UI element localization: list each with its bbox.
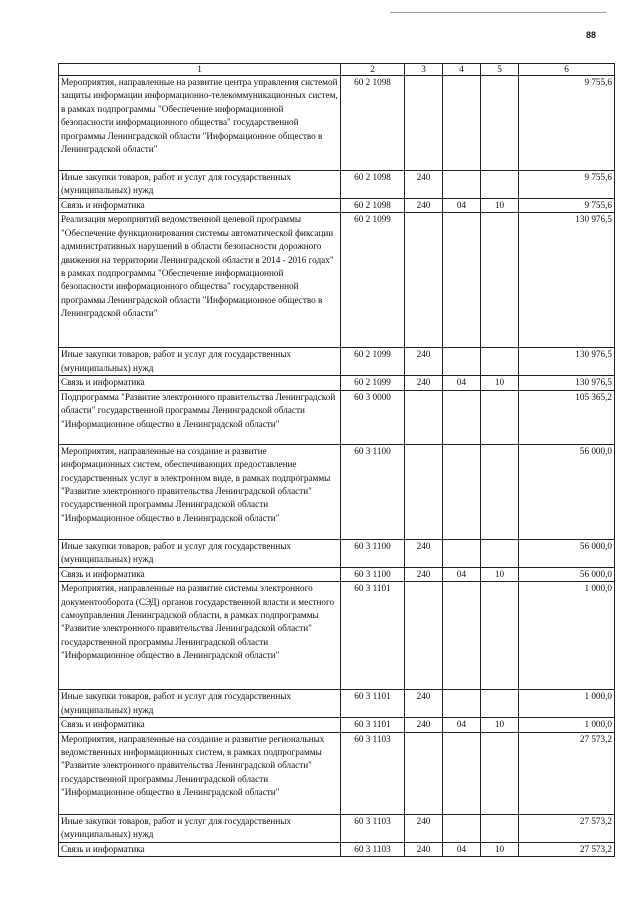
row-code: 60 3 1101 [341,690,405,718]
row-name: Иные закупки товаров, работ и услуг для государственных (муниципальных) нужд [59,690,341,718]
row-subsection [481,539,519,567]
row-expense-type: 240 [405,690,443,718]
row-section: 04 [443,567,481,581]
row-amount: 1 000,0 [519,690,615,718]
row-amount: 9 755,6 [519,199,615,213]
row-subsection [481,732,519,814]
row-amount: 130 976,5 [519,213,615,348]
table-row [59,376,615,390]
row-subsection [481,76,519,171]
header-cell: 2 [341,64,405,76]
row-subsection: 10 [481,199,519,213]
row-code: 60 3 1103 [341,732,405,814]
row-amount: 27 573,2 [519,732,615,814]
row-expense-type [405,390,443,444]
row-expense-type [405,213,443,348]
table-row [59,732,615,814]
row-section [443,539,481,567]
row-code: 60 2 1099 [341,213,405,348]
row-subsection [481,582,519,690]
table-row [59,539,615,567]
row-section: 04 [443,376,481,390]
row-code: 60 2 1099 [341,348,405,376]
row-name: Иные закупки товаров, работ и услуг для государственных (муниципальных) нужд [59,539,341,567]
row-amount: 27 573,2 [519,842,615,856]
row-section [443,690,481,718]
row-name: Мероприятия, направленные на создание и развитие региональных ведомственных информационных систем, в рамках подпрограммы "Развитие электронного правительства Ленинградской области" государственной программы Ленинградской области "Информационное общество в Ленинградской области" [59,732,341,814]
row-expense-type [405,732,443,814]
row-amount: 1 000,0 [519,582,615,690]
row-section [443,814,481,842]
row-name: Связь и информатика [59,199,341,213]
row-expense-type [405,76,443,171]
row-section [443,390,481,444]
row-section [443,213,481,348]
row-subsection [481,213,519,348]
row-name: Иные закупки товаров, работ и услуг для государственных (муниципальных) нужд [59,171,341,199]
budget-table [58,63,615,857]
row-code: 60 2 1098 [341,199,405,213]
table-row [59,718,615,732]
row-name: Связь и информатика [59,376,341,390]
row-amount: 130 976,5 [519,376,615,390]
table-row [59,213,615,348]
row-name: Иные закупки товаров, работ и услуг для государственных (муниципальных) нужд [59,348,341,376]
table-row [59,842,615,856]
row-code: 60 3 1103 [341,814,405,842]
row-code: 60 3 1103 [341,842,405,856]
table-row [59,76,615,171]
row-section [443,444,481,539]
row-expense-type: 240 [405,842,443,856]
row-subsection [481,171,519,199]
row-code: 60 2 1098 [341,76,405,171]
row-name: Мероприятия, направленные на создание и развитие информационных систем, обеспечивающих предоставление государственных услуг в электронном виде, в рамках подпрограммы "Развитие электронного правительства Ленинградской области" государственной программы Ленинградской области "Информационное общество в Ленинградской области" [59,444,341,539]
row-amount: 9 755,6 [519,76,615,171]
row-expense-type: 240 [405,718,443,732]
row-code: 60 3 0000 [341,390,405,444]
table-row [59,690,615,718]
row-expense-type: 240 [405,567,443,581]
header-cell: 3 [405,64,443,76]
header-row [59,64,615,76]
table-row [59,348,615,376]
row-expense-type: 240 [405,814,443,842]
top-rule [390,12,606,13]
row-expense-type: 240 [405,171,443,199]
header-cell: 6 [519,64,615,76]
table-row [59,582,615,690]
row-expense-type: 240 [405,199,443,213]
row-subsection: 10 [481,718,519,732]
row-amount: 105 365,2 [519,390,615,444]
row-name: Связь и информатика [59,567,341,581]
row-amount: 56 000,0 [519,444,615,539]
row-amount: 27 573,2 [519,814,615,842]
row-expense-type [405,582,443,690]
row-subsection [481,348,519,376]
row-amount: 56 000,0 [519,539,615,567]
row-section: 04 [443,199,481,213]
row-section [443,348,481,376]
row-expense-type [405,444,443,539]
row-expense-type: 240 [405,348,443,376]
row-section [443,732,481,814]
page-number: 88 [586,30,597,40]
header-cell: 4 [443,64,481,76]
row-subsection [481,814,519,842]
row-expense-type: 240 [405,376,443,390]
table-row [59,444,615,539]
row-name: Связь и информатика [59,718,341,732]
row-code: 60 3 1100 [341,539,405,567]
row-name: Мероприятия, направленные на развитие системы электронного документооборота (СЭД) органов государственной власти и местного самоуправления Ленинградской области, в рамках подпрограммы "Развитие электронного правительства Ленинградской области" государственной программы Ленинградской области "Информационное общество в Ленинградской области" [59,582,341,690]
row-name: Реализация мероприятий ведомственной целевой программы "Обеспечение функционирования системы автоматической фиксации административных нарушений в области безопасности дорожного движения на территории Ленинградской области в 2014 - 2016 годах" в рамках подпрограммы "Обеспечение информационной безопасности информационного общества" государственной программы Ленинградской области "Информационное общество в Ленинградской области" [59,213,341,348]
row-section [443,171,481,199]
row-code: 60 3 1100 [341,444,405,539]
row-name: Связь и информатика [59,842,341,856]
row-section: 04 [443,718,481,732]
row-name: Иные закупки товаров, работ и услуг для государственных (муниципальных) нужд [59,814,341,842]
row-section [443,76,481,171]
table-row [59,199,615,213]
row-section: 04 [443,842,481,856]
row-subsection [481,390,519,444]
row-code: 60 2 1098 [341,171,405,199]
header-cell: 1 [59,64,341,76]
table-row [59,814,615,842]
row-subsection: 10 [481,376,519,390]
row-subsection: 10 [481,567,519,581]
row-amount: 9 755,6 [519,171,615,199]
row-expense-type: 240 [405,539,443,567]
table-row [59,567,615,581]
row-subsection: 10 [481,842,519,856]
table-row [59,390,615,444]
row-name: Подпрограмма "Развитие электронного правительства Ленинградской области" государственной программы Ленинградской области "Информационное общество в Ленинградской области" [59,390,341,444]
row-section [443,582,481,690]
row-name: Мероприятия, направленные на развитие центра управления системой защиты информации информационно-телекоммуникационных систем, в рамках подпрограммы "Обеспечение информационной безопасности информационного общества" государственной программы Ленинградской области "Информационное общество в Ленинградской области" [59,76,341,171]
table-row [59,171,615,199]
row-subsection [481,444,519,539]
row-amount: 130 976,5 [519,348,615,376]
row-code: 60 3 1100 [341,567,405,581]
row-code: 60 2 1099 [341,376,405,390]
row-code: 60 3 1101 [341,718,405,732]
row-amount: 56 000,0 [519,567,615,581]
row-code: 60 3 1101 [341,582,405,690]
row-subsection [481,690,519,718]
header-cell: 5 [481,64,519,76]
row-amount: 1 000,0 [519,718,615,732]
